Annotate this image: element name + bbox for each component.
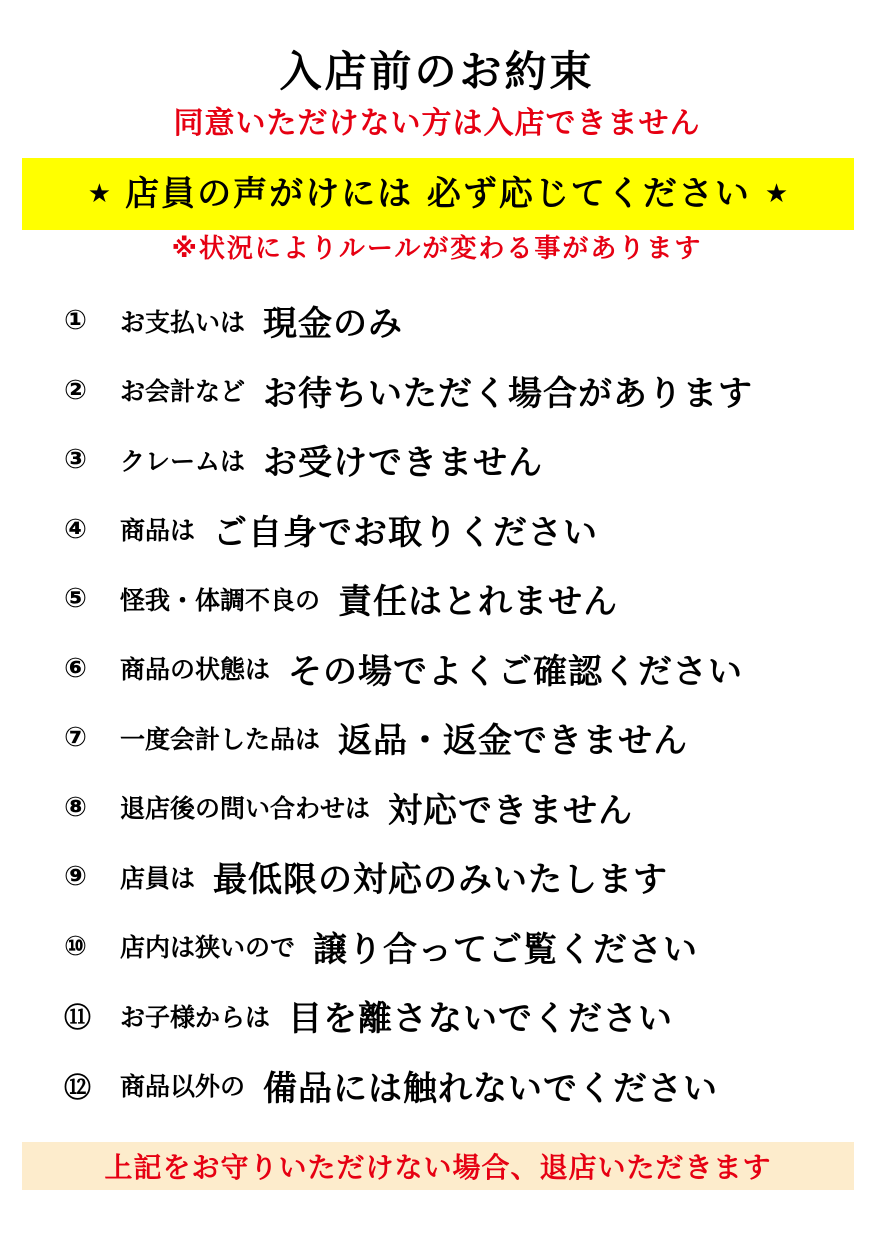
rule-main: 対応できません xyxy=(388,790,634,831)
rule-item xyxy=(64,634,854,704)
rule-main: 現金のみ xyxy=(263,304,404,345)
rule-item xyxy=(64,773,854,843)
rule-item xyxy=(64,703,854,773)
rule-lead: 一度会計した品は xyxy=(120,724,321,754)
rule-number: ⑥ xyxy=(64,652,87,684)
rule-number: ⑤ xyxy=(64,583,87,615)
rule-number: ② xyxy=(64,374,87,406)
star-icon: ★ xyxy=(87,179,112,209)
rule-lead: 商品以外の xyxy=(120,1072,246,1102)
rules-list xyxy=(64,286,854,1120)
rule-number: ③ xyxy=(64,444,87,476)
rule-main: 目を離さないでください xyxy=(288,999,674,1040)
banner-text: 店員の声がけには 必ず応じてください xyxy=(125,174,751,214)
rule-item xyxy=(64,842,854,912)
rule-item xyxy=(64,356,854,426)
rule-main: お受けできません xyxy=(263,443,544,484)
rule-number: ⑫ xyxy=(64,1072,91,1104)
rule-item xyxy=(64,981,854,1051)
rule-lead: お支払いは xyxy=(120,307,246,337)
rule-number: ⑧ xyxy=(64,791,87,823)
rule-number: ⑦ xyxy=(64,722,87,754)
rule-number: ⑪ xyxy=(64,1003,91,1035)
rule-number: ⑩ xyxy=(64,930,87,962)
rule-lead: 退店後の問い合わせは xyxy=(120,794,371,824)
rule-main: 責任はとれません xyxy=(338,582,619,623)
rule-item xyxy=(64,286,854,356)
refusal-warning-footer xyxy=(22,1142,854,1190)
rule-main: 備品には触れないでください xyxy=(263,1068,719,1109)
rule-lead: お子様からは xyxy=(120,1002,271,1032)
rule-main: 返品・返金できません xyxy=(338,721,689,762)
rule-main: その場でよくご確認ください xyxy=(288,651,744,692)
rule-number: ⑨ xyxy=(64,861,87,893)
rule-main: 最低限の対応のみいたします xyxy=(213,860,669,901)
rule-item xyxy=(64,564,854,634)
rule-item xyxy=(64,1051,854,1121)
rule-lead: 店員は xyxy=(120,863,196,893)
rule-main: ご自身でお取りください xyxy=(213,512,599,553)
rule-lead: クレームは xyxy=(120,446,246,476)
rule-item xyxy=(64,495,854,565)
rule-number: ④ xyxy=(64,513,87,545)
rule-lead: 店内は狭いので xyxy=(120,933,296,963)
star-icon: ★ xyxy=(764,179,789,209)
rule-main: 譲り合ってご覧ください xyxy=(313,929,699,970)
entry-condition-subtitle: 同意いただけない方は入店できません xyxy=(173,106,701,141)
rule-lead: 商品の状態は xyxy=(120,655,271,685)
rule-lead: お会計など xyxy=(120,377,246,407)
staff-instruction-banner xyxy=(22,158,854,230)
rule-change-note: ※状況によりルールが変わる事があります xyxy=(171,234,703,264)
rule-lead: 商品は xyxy=(120,516,196,546)
rule-main: お待ちいただく場合があります xyxy=(263,373,754,414)
rule-number: ① xyxy=(64,305,87,337)
rule-item xyxy=(64,425,854,495)
rule-item xyxy=(64,912,854,982)
page-title: 入店前のお約束 xyxy=(279,47,595,96)
rule-lead: 怪我・体調不良の xyxy=(120,585,321,615)
footer-text: 上記をお守りいただけない場合、退店いただきます xyxy=(104,1151,772,1184)
